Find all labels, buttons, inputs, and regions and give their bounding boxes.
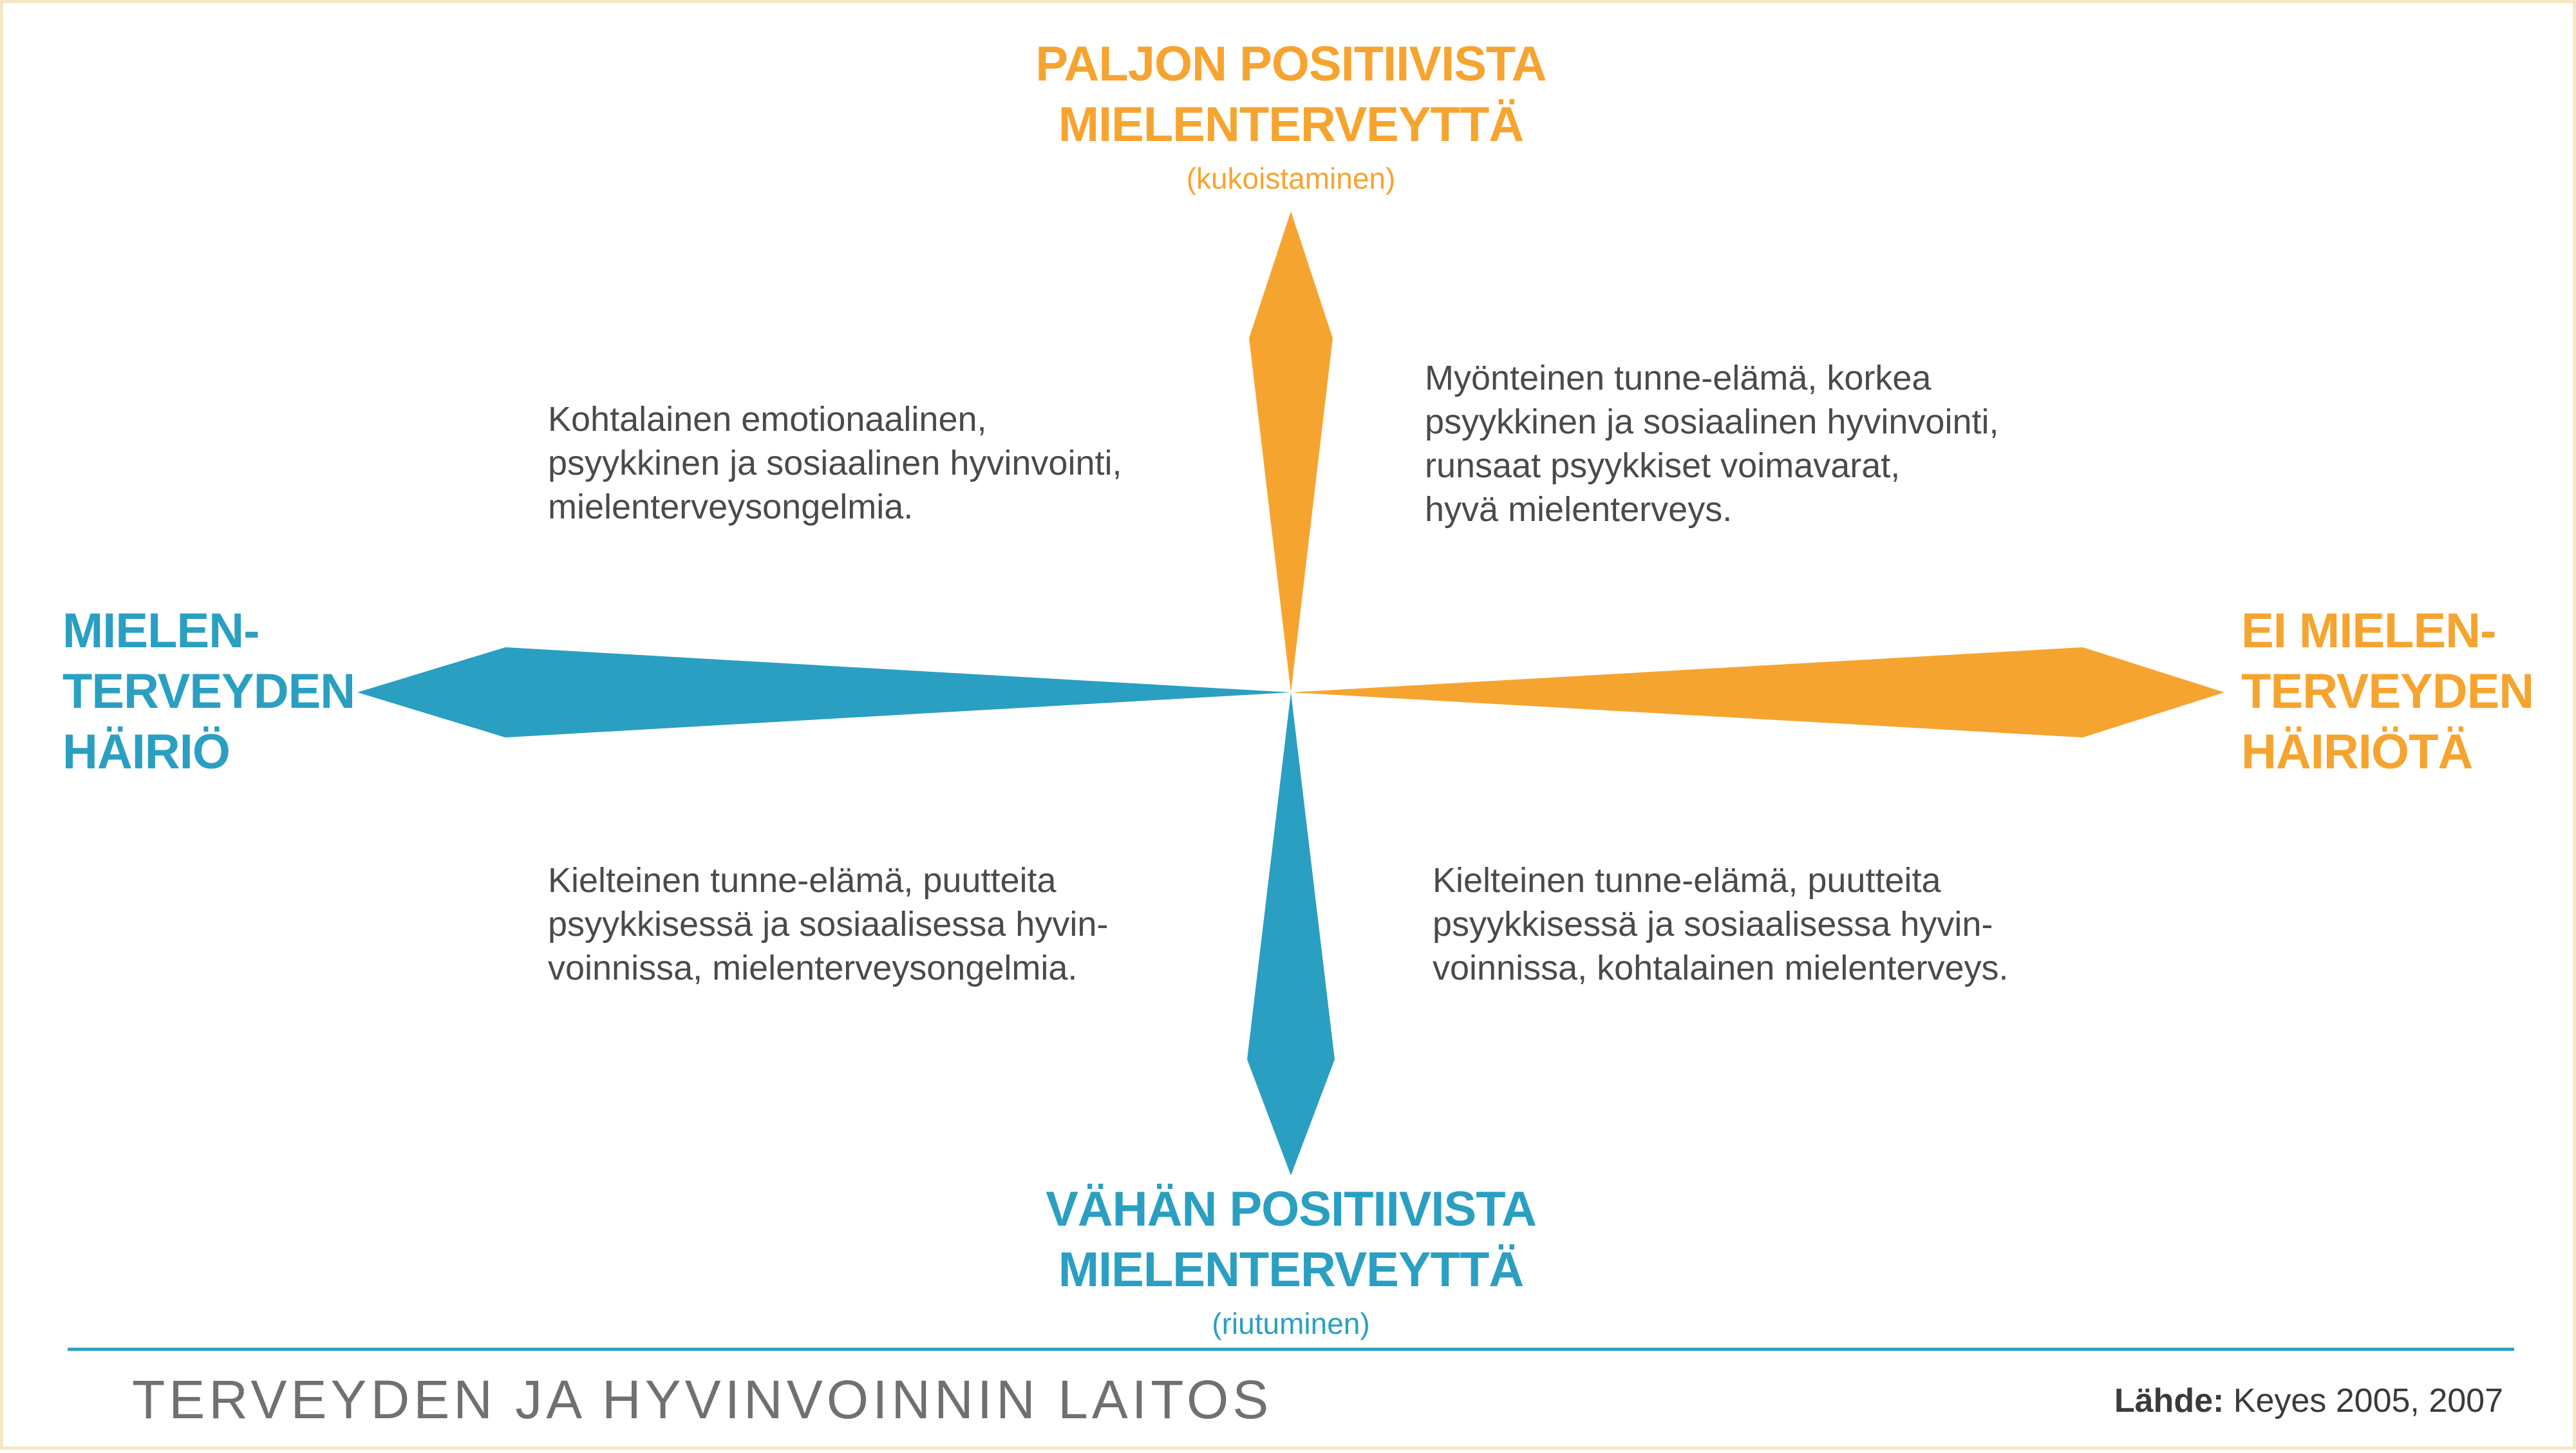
arrow-up-orange	[1249, 211, 1333, 692]
quadrant-top-left-line-3: mielenterveysongelmia.	[548, 488, 914, 526]
quadrant-bottom-left-text	[548, 859, 1108, 990]
axis-left-line-3: HÄIRIÖ	[62, 725, 230, 779]
axis-right-line-2: TERVEYDEN	[2241, 664, 2534, 719]
quadrant-bottom-right-line-2: psyykkisessä ja sosiaalisessa hyvin-	[1433, 905, 1993, 944]
organization-name: TERVEYDEN JA HYVINVOINNIN LAITOS	[132, 1369, 1273, 1430]
axis-bottom-line-1: VÄHÄN POSITIIVISTA	[1046, 1182, 1536, 1237]
axis-left-line-1: MIELEN-	[62, 603, 259, 658]
quadrant-top-left-line-2: psyykkinen ja sosiaalinen hyvinvointi,	[548, 444, 1122, 482]
quadrant-bottom-right-text	[1433, 859, 2008, 990]
axis-left-line-2: TERVEYDEN	[62, 664, 355, 719]
quadrant-top-right-line-2: psyykkinen ja sosiaalinen hyvinvointi,	[1425, 403, 1999, 441]
source-label: Lähde:	[2114, 1382, 2224, 1420]
source-text: Keyes 2005, 2007	[2224, 1382, 2503, 1420]
quadrant-top-right-text	[1425, 356, 1998, 531]
quadrant-bottom-right-line-1: Kielteinen tunne-elämä, puutteita	[1433, 861, 1941, 900]
quadrant-top-right-line-1: Myönteinen tunne-elämä, korkea	[1425, 359, 1932, 397]
axis-top-line-2: MIELENTERVEYTTÄ	[1058, 97, 1524, 152]
arrow-right-orange	[1291, 647, 2224, 737]
axis-right-line-1: EI MIELEN-	[2241, 603, 2496, 658]
axis-label-left	[62, 601, 355, 783]
axis-bottom-line-2: MIELENTERVEYTTÄ	[1058, 1242, 1524, 1297]
quadrant-top-right-line-3: runsaat psyykkiset voimavarat,	[1425, 446, 1901, 485]
quadrant-bottom-left-line-2: psyykkisessä ja sosiaalisessa hyvin-	[548, 905, 1109, 944]
quadrant-top-right-line-4: hyvä mielenterveys.	[1425, 490, 1733, 529]
arrow-down-blue	[1247, 692, 1335, 1175]
quadrant-bottom-left-line-3: voinnissa, mielenterveysongelmia.	[548, 949, 1078, 987]
quadrant-bottom-right-line-3: voinnissa, kohtalainen mielenterveys.	[1433, 949, 2009, 987]
axis-label-top	[969, 34, 1613, 196]
quadrant-bottom-left-line-1: Kielteinen tunne-elämä, puutteita	[548, 861, 1057, 900]
axis-bottom-subtitle: (riutuminen)	[1212, 1307, 1370, 1340]
axis-right-line-3: HÄIRIÖTÄ	[2241, 725, 2473, 779]
quadrant-top-left-line-1: Kohtalainen emotionaalinen,	[548, 400, 987, 439]
axis-top-line-1: PALJON POSITIIVISTA	[1035, 37, 1547, 91]
axis-label-right	[2241, 601, 2534, 783]
axis-label-bottom	[969, 1179, 1613, 1342]
source-citation	[2114, 1382, 2503, 1420]
quadrant-top-left-text	[548, 397, 1122, 529]
arrow-left-blue	[357, 647, 1291, 737]
axis-top-subtitle: (kukoistaminen)	[1186, 162, 1396, 195]
